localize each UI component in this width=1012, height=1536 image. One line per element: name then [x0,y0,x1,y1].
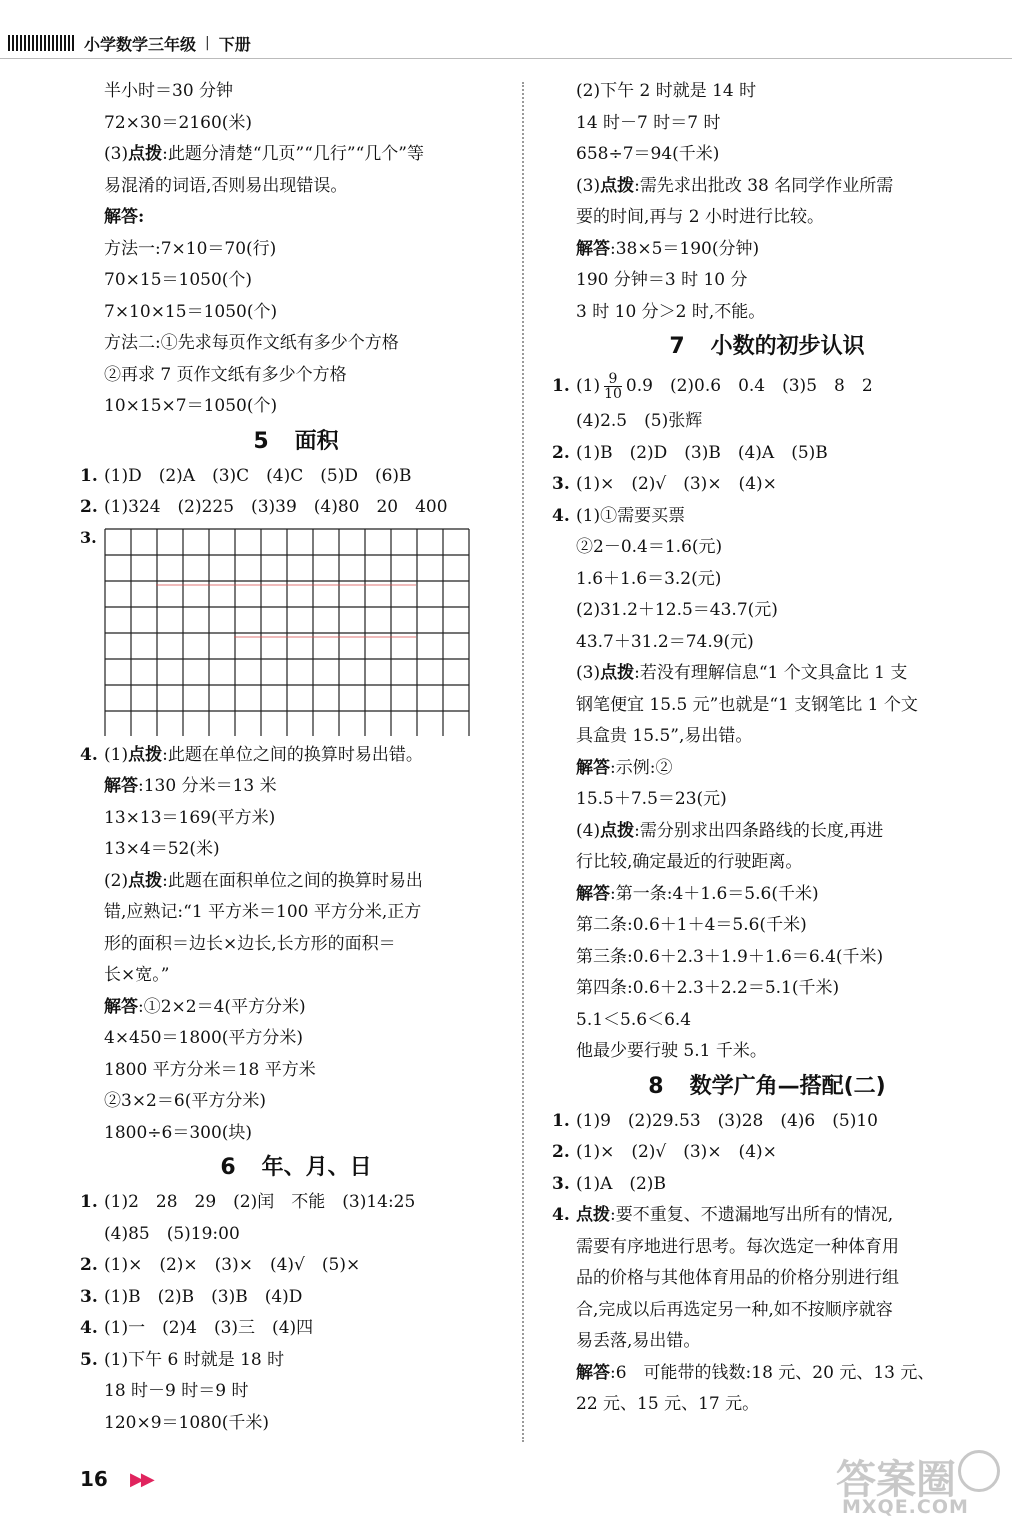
question-line [80,492,512,524]
section-title: 面积 [294,428,339,454]
answer-text: :示例:② [610,757,673,778]
hint-text: :此题在单位之间的换算时易出错。 [162,744,423,765]
question-line [80,1313,512,1345]
fraction-numerator: 9 [608,371,618,387]
question-number: 4. [552,505,570,526]
sub-label: (3) [104,144,129,164]
section-title: 年、月、日 [261,1155,372,1180]
question-line [80,1345,512,1377]
answer-text: (1)9 (2)29.53 (3)28 (4)6 (5)10 [576,1110,878,1131]
answer-line [552,234,982,266]
section-heading-6 [80,1149,512,1187]
question-number: 4. [80,1318,98,1338]
question-line [552,501,982,533]
text-line: 10×15×7＝1050(个) [104,396,278,416]
answer-text: :6 可能带的钱数:18 元、20 元、13 元、 [610,1362,935,1383]
question-3-grid-row [80,528,512,738]
text-line: 方法一:7×10＝70(行) [104,238,277,259]
answer-text: (1)A (2)B [576,1173,666,1194]
watermark-badge-icon [958,1450,1000,1492]
text-line: 需要有序地进行思考。每次选定一种体育用 [576,1236,899,1257]
question-number: 1. [552,376,570,396]
header-separator: | [205,35,210,51]
answer-line [552,879,982,911]
text-line: 第四条:0.6＋2.3＋2.2＝5.1(千米) [576,978,840,998]
answer-text: (1)下午 6 时就是 18 时 [104,1349,285,1370]
question-line [80,1250,512,1282]
question-line [552,1200,982,1232]
question-number: 2. [80,1255,98,1275]
text-line: 第三条:0.6＋2.3＋1.9＋1.6＝6.4(千米) [576,946,884,967]
text-line: 14 时－7 时＝7 时 [576,112,721,133]
text-line: 13×4＝52(米) [104,839,220,859]
answer-text: (1)一 (2)4 (3)三 (4)四 [104,1318,314,1338]
watermark-url: MXQE.COM [842,1496,969,1518]
sub-label: (3) [576,175,601,196]
text-line: 长×宽。” [104,965,170,985]
answer-text: :38×5＝190(分钟) [610,238,760,259]
text-line: 120×9＝1080(千米) [104,1412,270,1433]
question-number: 2. [552,1142,570,1162]
answer-text: (1)× (2)× (3)× (4)√ (5)× [104,1255,361,1275]
text-line: 第二条:0.6＋1＋4＝5.6(千米) [576,915,807,935]
page-header [8,30,251,56]
answer-label: 解答 [104,776,138,796]
answer-text: (1)× (2)√ (3)× (4)× [576,1142,777,1162]
text-line: ②3×2＝6(平方分米) [104,1091,266,1111]
text-line: (2)下午 2 时就是 14 时 [576,81,757,101]
section-number: 7 [669,334,685,359]
text-line: 70×15＝1050(个) [104,270,253,290]
hint-label: 点拨 [600,175,635,196]
column-divider [522,82,524,1442]
question-number: 3. [552,1173,570,1194]
question-number: 2. [80,497,98,517]
text-line: 方法二:①先求每页作文纸有多少个方格 [104,333,399,353]
section-title: 数学广角—搭配(二) [689,1073,886,1099]
hint-text: :此题在面积单位之间的换算时易出 [162,870,423,891]
hint-text: :此题分清楚“几页”“几行”“几个”等 [162,144,424,164]
question-number: 3. [552,474,570,494]
hint-text: :需先求出批改 38 名同学作业所需 [634,175,894,196]
answer-text: (1)2 28 29 (2)闰 不能 (3)14:25 [104,1192,416,1212]
answer-text: :第一条:4＋1.6＝5.6(千米) [610,883,819,904]
text-line: 1.6＋1.6＝3.2(元) [576,568,722,589]
question-number: 1. [80,465,98,486]
section-number: 5 [253,428,269,454]
hint-label: 点拨 [128,870,163,891]
question-number: 3. [80,1286,98,1307]
hint-label: 点拨 [576,1205,610,1225]
answer-label: 解答 [104,996,138,1017]
text-line: 他最少要行驶 5.1 千米。 [576,1041,767,1061]
text-line: 钢笔便宜 15.5 元”也就是“1 支钢笔比 1 个文 [576,694,918,715]
answer-text: (1)B (2)D (3)B (4)A (5)B [576,442,828,463]
hint-line [552,658,982,690]
sub-label: (3) [576,663,601,683]
answer-line [552,753,982,785]
text-line: 1800 平方分米＝18 平方米 [104,1059,316,1080]
question-line [552,1137,982,1169]
text-line: 72×30＝2160(米) [104,112,253,133]
answer-line [552,1358,982,1390]
fraction-denominator: 10 [604,386,622,402]
question-line [80,1187,512,1219]
question-line [552,366,982,406]
hint-label: 点拨 [128,744,163,765]
question-line [80,740,512,772]
section-number: 6 [220,1155,236,1180]
watermark-text: 答案圈 [836,1457,956,1503]
hint-label: 点拨 [600,663,635,683]
text-line: 3 时 10 分＞2 时,不能。 [576,301,766,322]
answer-line [80,992,512,1024]
text-line: 18 时－9 时＝9 时 [104,1381,249,1401]
hint-text: :要不重复、不遗漏地写出所有的情况, [610,1205,894,1225]
text-line: 易丢落,易出错。 [576,1331,701,1351]
text-line: 错,应熟记:“1 平方米＝100 平方分米,正方 [104,902,422,922]
text-line: 半小时＝30 分钟 [104,81,234,101]
answer-text: (1)D (2)A (3)C (4)C (5)D (6)B [104,465,412,486]
question-number: 5. [80,1349,98,1370]
text-line: 22 元、15 元、17 元。 [576,1394,760,1414]
question-line [80,1282,512,1314]
sub-label: (2) [104,870,129,891]
hint-line [80,139,512,171]
text-line: (4)85 (5)19:00 [104,1223,240,1244]
text-line: 品的价格与其他体育用品的价格分别进行组 [576,1268,899,1288]
text-line: 13×13＝169(平方米) [104,807,276,828]
question-number: 4. [80,744,98,765]
hint-text: :需分别求出四条路线的长度,再进 [634,820,884,841]
header-rule [0,58,1012,59]
answer-text: (1)B (2)B (3)B (4)D [104,1286,303,1307]
hint-line [552,816,982,848]
text-line: ②再求 7 页作文纸有多少个方格 [104,364,347,385]
page-arrows-icon: ▶▶ [130,1469,152,1490]
answer-text: 0.9 (2)0.6 0.4 (3)5 8 2 [625,376,873,396]
section-heading-8 [552,1068,982,1106]
section-heading-7 [552,328,982,366]
text-line: 15.5＋7.5＝23(元) [576,789,727,809]
sub-label: (4) [576,820,601,841]
text-line: 4×450＝1800(平方分米) [104,1028,304,1048]
question-number: 1. [552,1110,570,1131]
answer-text: (1)× (2)√ (3)× (4)× [576,474,777,494]
section-number: 8 [648,1073,664,1099]
question-number: 3. [80,527,97,547]
text-line: 要的时间,再与 2 小时进行比较。 [576,207,825,227]
answer-text: :①2×2＝4(平方分米) [138,996,306,1017]
question-number: 2. [552,442,570,463]
text-line: (4)2.5 (5)张辉 [576,411,703,431]
book-title: 小学数学三年级 [84,34,197,54]
question-line [80,461,512,493]
text-line: 190 分钟＝3 时 10 分 [576,270,748,290]
question-number: 1. [80,1192,98,1212]
answer-label: 解答 [576,1362,610,1383]
text-line: 7×10×15＝1050(个) [104,301,278,322]
answer-label: 解答 [576,757,610,778]
question-line [552,1169,982,1201]
area-grid-svg [104,528,480,736]
question-line [552,438,982,470]
fraction [604,372,622,401]
sub-label: (1) [576,376,601,396]
text-line: 5.1＜5.6＜6.4 [576,1009,692,1030]
text-line: 形的面积＝边长×边长,长方形的面积＝ [104,933,396,954]
book-volume: 下册 [218,34,251,54]
text-line: 具盒贵 15.5”,易出错。 [576,726,753,746]
answer-line [80,771,512,803]
text-line: 易混淆的词语,否则易出现错误。 [104,175,348,196]
hint-line [552,171,982,203]
text-line: 1800÷6＝300(块) [104,1122,253,1143]
question-number: 4. [552,1205,570,1225]
answer-text: :130 分米＝13 米 [138,776,277,796]
hint-label: 点拨 [600,820,635,841]
answer-text: (1)324 (2)225 (3)39 (4)80 20 400 [104,497,448,517]
text-line: 行比较,确定最近的行驶距离。 [576,852,803,872]
watermark-logo [836,1448,1004,1526]
page-number: 16 [80,1467,108,1491]
text-line: 658÷7＝94(千米) [576,144,720,164]
text-line: 合,完成以后再选定另一种,如不按顺序就容 [576,1299,893,1320]
header-barcode-decoration [8,35,74,51]
text-line: ②2－0.4＝1.6(元) [576,537,723,557]
answer-label: 解答: [104,207,145,227]
question-line [552,1106,982,1138]
section-title: 小数的初步认识 [710,334,865,359]
sub-label: (1) [104,744,129,765]
hint-text: :若没有理解信息“1 个文具盒比 1 支 [634,663,908,683]
answer-label: 解答 [576,883,610,904]
answer-text: (1)①需要买票 [576,505,686,526]
text-line: 43.7＋31.2＝74.9(元) [576,631,754,652]
hint-label: 点拨 [128,144,163,164]
text-line: (2)31.2＋12.5＝43.7(元) [576,600,778,620]
left-column [80,76,512,1439]
question-line [552,469,982,501]
section-heading-5 [80,423,512,461]
right-column [552,76,982,1421]
hint-line [80,866,512,898]
area-grid-figure [104,528,480,736]
answer-label: 解答 [576,238,610,259]
